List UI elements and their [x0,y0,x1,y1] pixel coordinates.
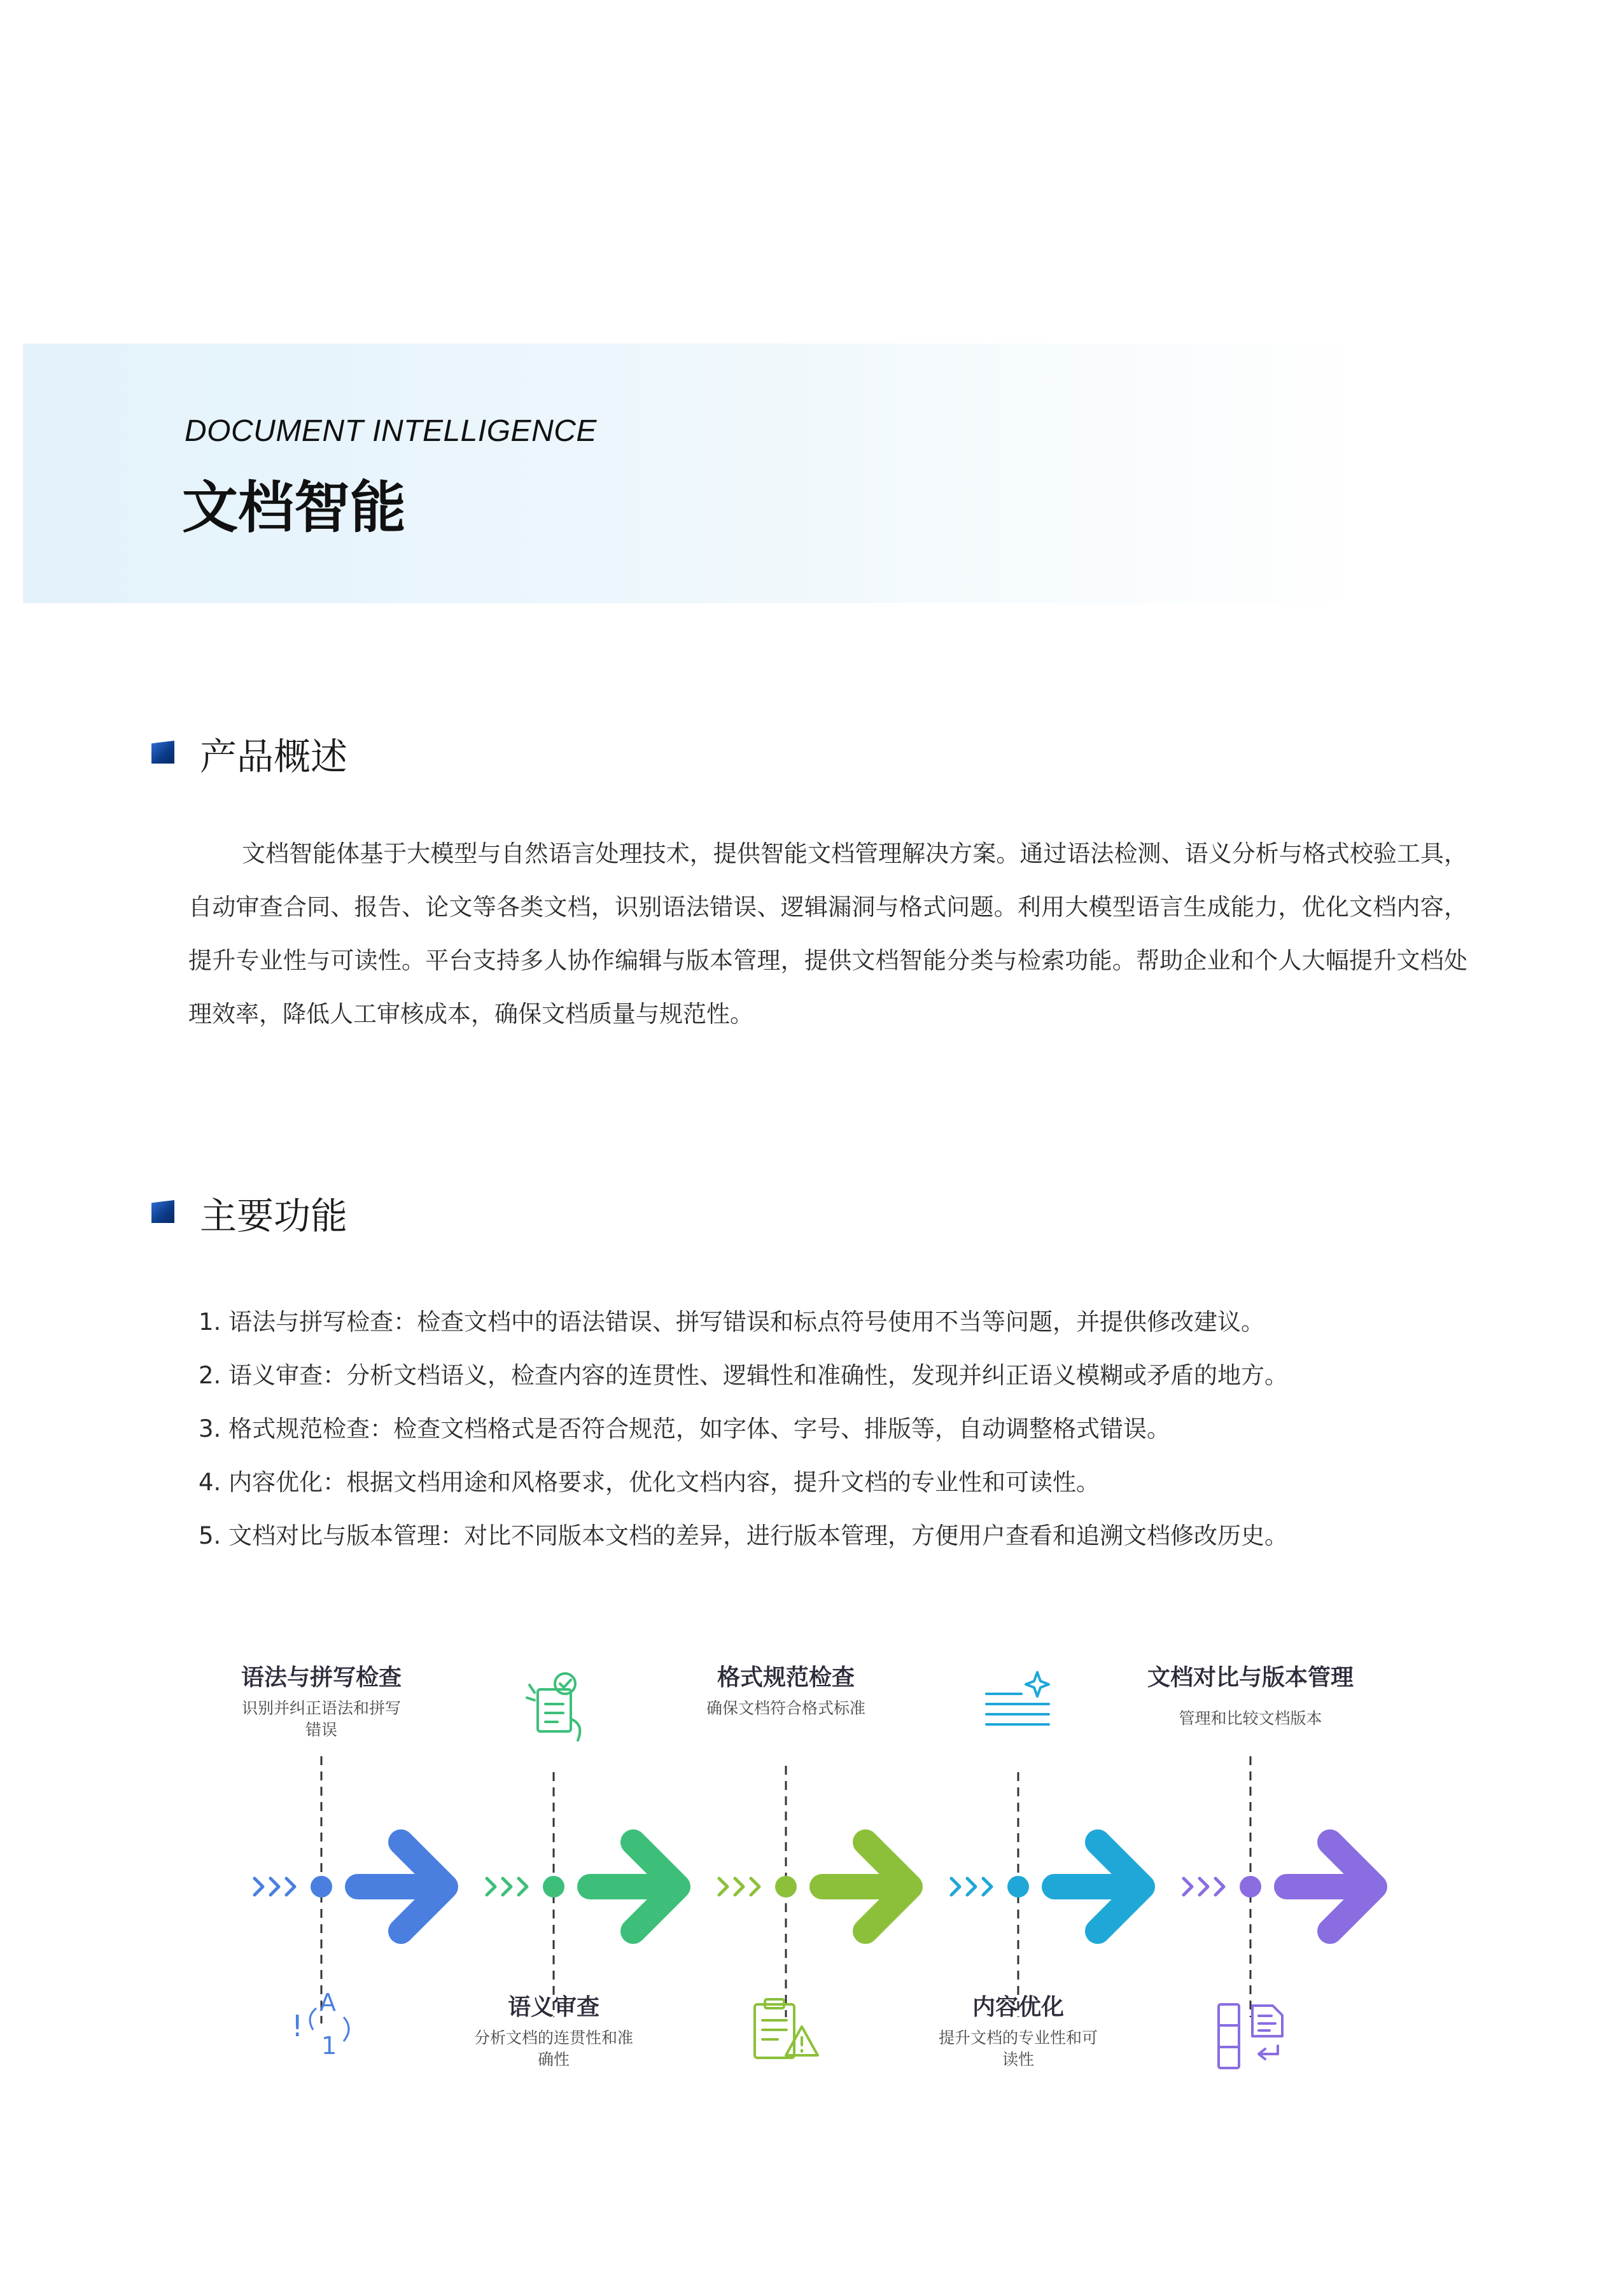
svg-text:A: A [319,1988,336,2016]
header-banner [23,344,1487,603]
timeline-node [311,1876,332,1897]
chevrons-icon [487,1878,527,1895]
timeline-node [1007,1876,1029,1897]
banner-chinese-title: 文档智能 [182,475,407,540]
features-heading: 主要功能 [200,1194,348,1238]
chevrons-icon [719,1878,759,1895]
text-sparkle-icon [986,1672,1049,1724]
document-check-icon [527,1674,580,1740]
chevrons-icon [1184,1878,1224,1895]
version-compare-icon [1219,2004,1282,2068]
feature-flow-diagram [0,1629,1624,2113]
timeline-node [543,1876,564,1897]
document-warning-icon [755,1999,818,2058]
step-description: 管理和比较文档版本 [1179,1709,1322,1728]
flow-step-3-graphics [719,1766,910,2058]
banner-english-title: DOCUMENT INTELLIGENCE [185,414,597,448]
feature-item: 5. 文档对比与版本管理：对比不同版本文档的差异，进行版本管理，方便用户查看和追溯文档修改历史。 [199,1522,1289,1549]
flow-step-1-graphics [255,1756,445,2060]
features-list [199,1296,1503,1563]
chevrons-icon [951,1878,991,1895]
section-marker-icon [151,741,174,764]
arrow-right-icon [1054,1842,1142,1931]
step-description: 识别并纠正语法和拼写错误 [241,1699,401,1739]
flow-step-4-graphics [951,1672,1142,2017]
step-title: 文档对比与版本管理 [1147,1665,1354,1691]
feature-item: 3. 格式规范检查：检查文档格式是否符合规范，如字体、字号、排版等，自动调整格式错误。 [199,1415,1171,1443]
step-description: 分析文档的连贯性和准确性 [473,2029,633,2069]
step-title: 内容优化 [972,1994,1064,2020]
flow-step-5-graphics [1184,1756,1375,2068]
feature-item: 2. 语义审查：分析文档语义，检查内容的连贯性、逻辑性和准确性，发现并纠正语义模糊或矛盾的地方。 [199,1362,1289,1389]
step-title: 语法与拼写检查 [241,1665,402,1691]
step-title: 格式规范检查 [717,1665,855,1691]
step-description: 确保文档符合格式标准 [706,1699,865,1717]
section-marker-icon [151,1200,174,1223]
overview-heading: 产品概述 [200,735,348,778]
feature-item: 4. 内容优化：根据文档用途和风格要求，优化文档内容，提升文档的专业性和可读性。 [199,1469,1100,1496]
step-title: 语义审查 [507,1994,599,2020]
svg-text:!: ! [291,2009,304,2043]
overview-paragraph: 文档智能体基于大模型与自然语言处理技术，提供智能文档管理解决方案。通过语法检测、语义分析与格式校验工具，自动审查合同、报告、论文等各类文档，识别语法错误、逻辑漏洞与格式问题。利用大模型语言生成能力，优化文档内容，提升专业性与可读性。平台支持多人协作编辑与版本管理，提供文档智能分类与检索功能。帮助企业和个人大幅提升文档处理效率，降低人工审核成本，确保文档质量与规范性。 [188,840,1467,1028]
svg-text:1: 1 [321,2032,337,2060]
timeline-node [775,1876,797,1897]
feature-item: 1. 语法与拼写检查：检查文档中的语法错误、拼写错误和标点符号使用不当等问题，并提供修改建议。 [199,1308,1265,1336]
spellcheck-icon [291,1988,349,2060]
arrow-right-icon [358,1842,445,1931]
timeline-node [1240,1876,1261,1897]
arrow-right-icon [1287,1842,1375,1931]
arrow-right-icon [590,1842,678,1931]
chevrons-icon [255,1878,295,1895]
arrow-right-icon [822,1842,910,1931]
flow-step-2-graphics [487,1674,678,2017]
step-description: 提升文档的专业性和可读性 [938,2029,1098,2069]
